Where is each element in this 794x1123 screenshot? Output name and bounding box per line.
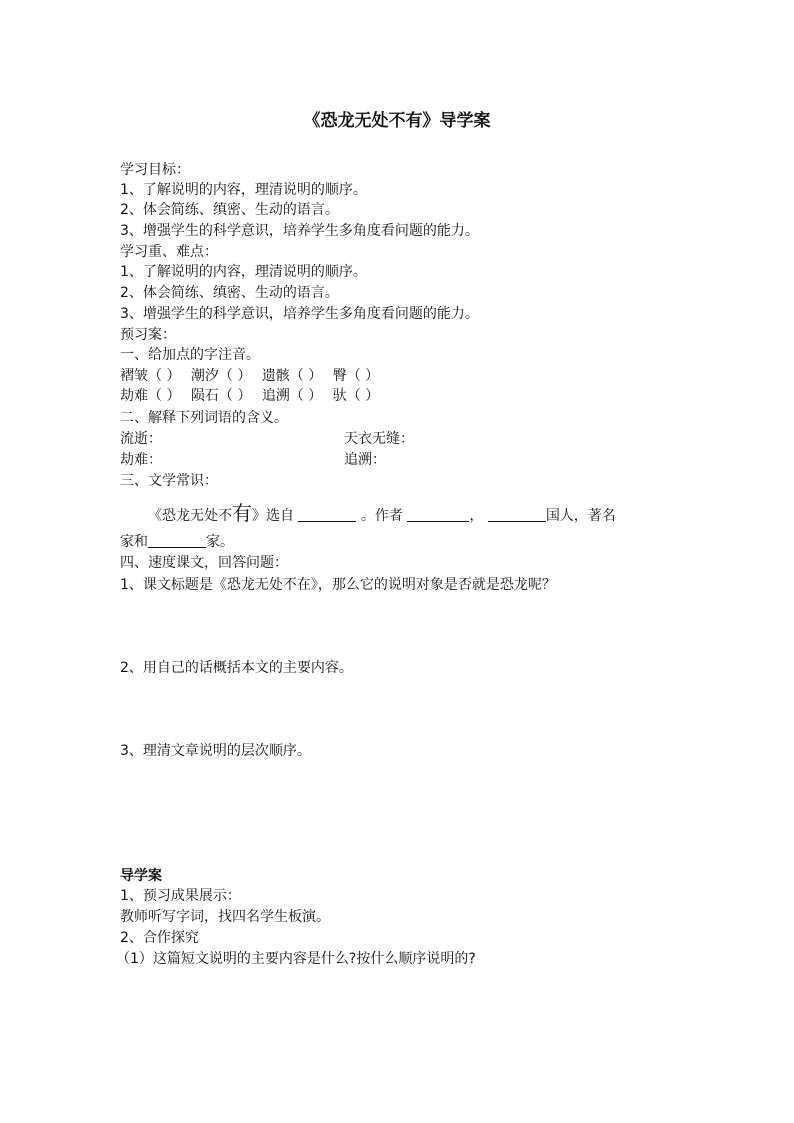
term-liushi: 流逝： — [120, 431, 162, 447]
pinyin-item: 追溯（ ） — [261, 388, 323, 404]
term-jienan: 劫难： — [120, 452, 162, 468]
guide-item-2: 2、合作探究 — [120, 930, 199, 946]
term-tianyiwufeng: 天衣无缝： — [344, 431, 414, 447]
pinyin-row-1 — [120, 366, 385, 386]
literature-text: 家和 — [120, 534, 148, 550]
section4-heading: 四、速度课文，回答问题： — [120, 555, 288, 571]
objective-item: 2、体会简练、缜密、生动的语言。 — [120, 202, 339, 218]
literature-text: 《恐龙无处不 — [148, 508, 232, 524]
guide-item-2-question: （1）这篇短文说明的主要内容是什么?按什么顺序说明的? — [116, 951, 476, 967]
objective-item: 1、了解说明的内容，理清说明的顺序。 — [120, 182, 367, 198]
fill-blank-author[interactable] — [407, 507, 469, 522]
literature-line-2 — [120, 532, 234, 552]
section3-heading: 三、文学常识： — [120, 473, 218, 489]
pinyin-item: 遗骸（ ） — [261, 368, 323, 384]
question-1: 1、课文标题是《恐龙无处不在》，那么它的说明对象是否就是恐龙呢？ — [120, 577, 556, 593]
pinyin-item: 陨石（ ） — [190, 388, 252, 404]
page-title: 《恐龙无处不有》导学案 — [303, 111, 491, 131]
key-points-heading: 学习重、难点： — [120, 244, 218, 260]
pinyin-item: 驮（ ） — [332, 388, 380, 404]
literature-text: 。作者 — [360, 508, 403, 524]
question-3: 3、理清文章说明的层次顺序。 — [120, 743, 311, 759]
literature-line-1 — [148, 503, 616, 526]
literature-text: 国人，著名 — [545, 508, 616, 524]
objectives-heading: 学习目标： — [120, 162, 190, 178]
fill-blank-profession[interactable] — [148, 533, 206, 548]
pinyin-item: 潮汐（ ） — [190, 368, 252, 384]
literature-text: 有 — [232, 501, 252, 525]
key-point-item: 1、了解说明的内容，理清说明的顺序。 — [120, 264, 367, 280]
preview-heading: 预习案： — [120, 327, 176, 343]
key-point-item: 2、体会简练、缜密、生动的语言。 — [120, 285, 339, 301]
literature-text: 家。 — [206, 534, 234, 550]
guide-item-1-text: 教师听写字词，找四名学生板演。 — [120, 909, 330, 925]
literature-text: 》选自 — [252, 508, 294, 524]
fill-blank-country[interactable] — [488, 507, 546, 522]
pinyin-row-2 — [120, 386, 385, 406]
fill-blank-source[interactable] — [298, 507, 356, 522]
section1-heading: 一、给加点的字注音。 — [120, 347, 260, 363]
guide-item-1: 1、预习成果展示： — [120, 888, 241, 904]
term-zhuisu: 追溯： — [344, 452, 386, 468]
section2-heading: 二、解释下列词语的含义。 — [120, 410, 288, 426]
guide-heading: 导学案 — [120, 868, 162, 884]
literature-text: ， — [469, 508, 484, 524]
question-2: 2、用自己的话概括本文的主要内容。 — [120, 660, 353, 676]
pinyin-item: 劫难（ ） — [120, 388, 181, 404]
pinyin-item: 臀（ ） — [332, 368, 380, 384]
key-point-item: 3、增强学生的科学意识，培养学生多角度看问题的能力。 — [120, 306, 479, 322]
objective-item: 3、增强学生的科学意识，培养学生多角度看问题的能力。 — [120, 223, 479, 239]
pinyin-item: 褶皱（ ） — [120, 368, 181, 384]
